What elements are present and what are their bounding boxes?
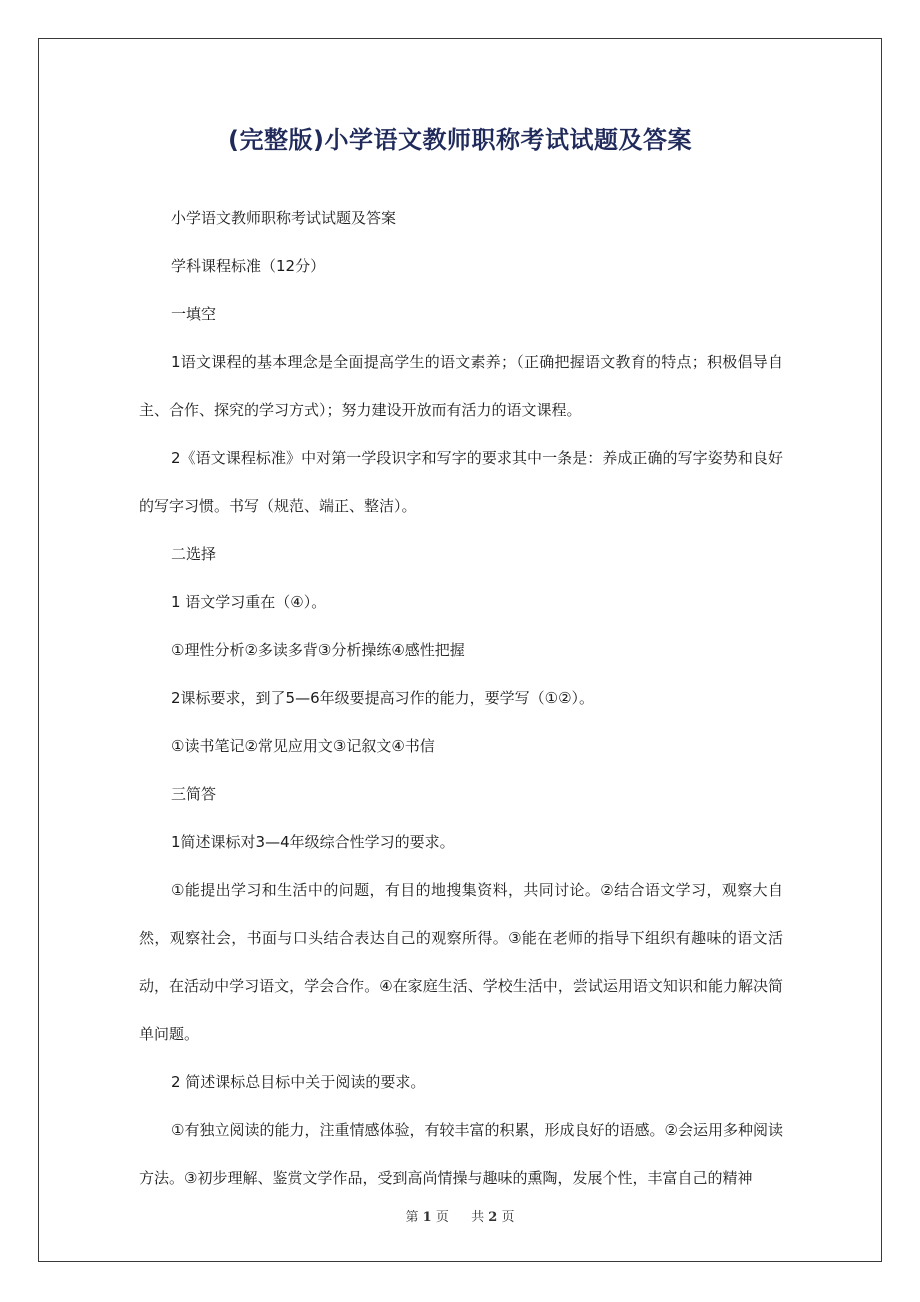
paragraph-short-answer-q2: 2 简述课标总目标中关于阅读的要求。 — [171, 1073, 426, 1091]
paragraph-heading-fill-blank: 一填空 — [171, 305, 217, 323]
paragraph-choice-q1-options: ①理性分析②多读多背③分析操练④感性把握 — [171, 641, 465, 659]
document-body — [139, 194, 783, 1202]
footer-total-suffix: 页 — [501, 1210, 515, 1225]
footer-total-prefix: 共 — [471, 1210, 485, 1225]
footer-current-page: 1 — [422, 1210, 432, 1225]
paragraph-choice-q2-options: ①读书笔记②常见应用文③记叙文④书信 — [171, 737, 435, 755]
paragraph-short-answer-a2: ①有独立阅读的能力，注重情感体验，有较丰富的积累，形成良好的语感。②会运用多种阅读方法。③初步理解、鉴赏文学作品，受到高尚情操与趣味的熏陶，发展个性，丰富自己的精神 — [139, 1121, 783, 1187]
footer-page-prefix: 第 — [405, 1210, 419, 1225]
paragraph-fill-blank-q2: 2《语文课程标准》中对第一学段识字和写字的要求其中一条是：养成正确的写字姿势和良好的写字习惯。书写（规范、端正、整洁）。 — [139, 449, 783, 515]
paragraph-heading-choice: 二选择 — [171, 545, 217, 563]
page-footer — [0, 1206, 920, 1225]
footer-page-suffix: 页 — [435, 1210, 449, 1225]
paragraph-section-curriculum: 学科课程标准（12分） — [171, 257, 326, 275]
paragraph-short-answer-a1: ①能提出学习和生活中的问题，有目的地搜集资料，共同讨论。②结合语文学习，观察大自然，观察社会，书面与口头结合表达自己的观察所得。③能在老师的指导下组织有趣味的语文活动，在活动中学习语文，学会合作。④在家庭生活、学校生活中，尝试运用语文知识和能力解决简单问题。 — [139, 881, 783, 1043]
paragraph-choice-q1: 1 语文学习重在（④）。 — [171, 593, 327, 611]
paragraph-short-answer-q1: 1简述课标对3—4年级综合性学习的要求。 — [171, 833, 455, 851]
paragraph-doc-subtitle: 小学语文教师职称考试试题及答案 — [171, 209, 397, 227]
document-title: (完整版)小学语文教师职称考试试题及答案 — [228, 126, 692, 154]
footer-total-pages: 2 — [488, 1210, 498, 1225]
paragraph-heading-short-answer: 三简答 — [171, 785, 217, 803]
paragraph-choice-q2: 2课标要求，到了5—6年级要提高习作的能力，要学写（①②）。 — [171, 689, 595, 707]
paragraph-fill-blank-q1: 1语文课程的基本理念是全面提高学生的语文素养；（正确把握语文教育的特点；积极倡导自主、合作、探究的学习方式）；努力建设开放而有活力的语文课程。 — [139, 353, 783, 419]
